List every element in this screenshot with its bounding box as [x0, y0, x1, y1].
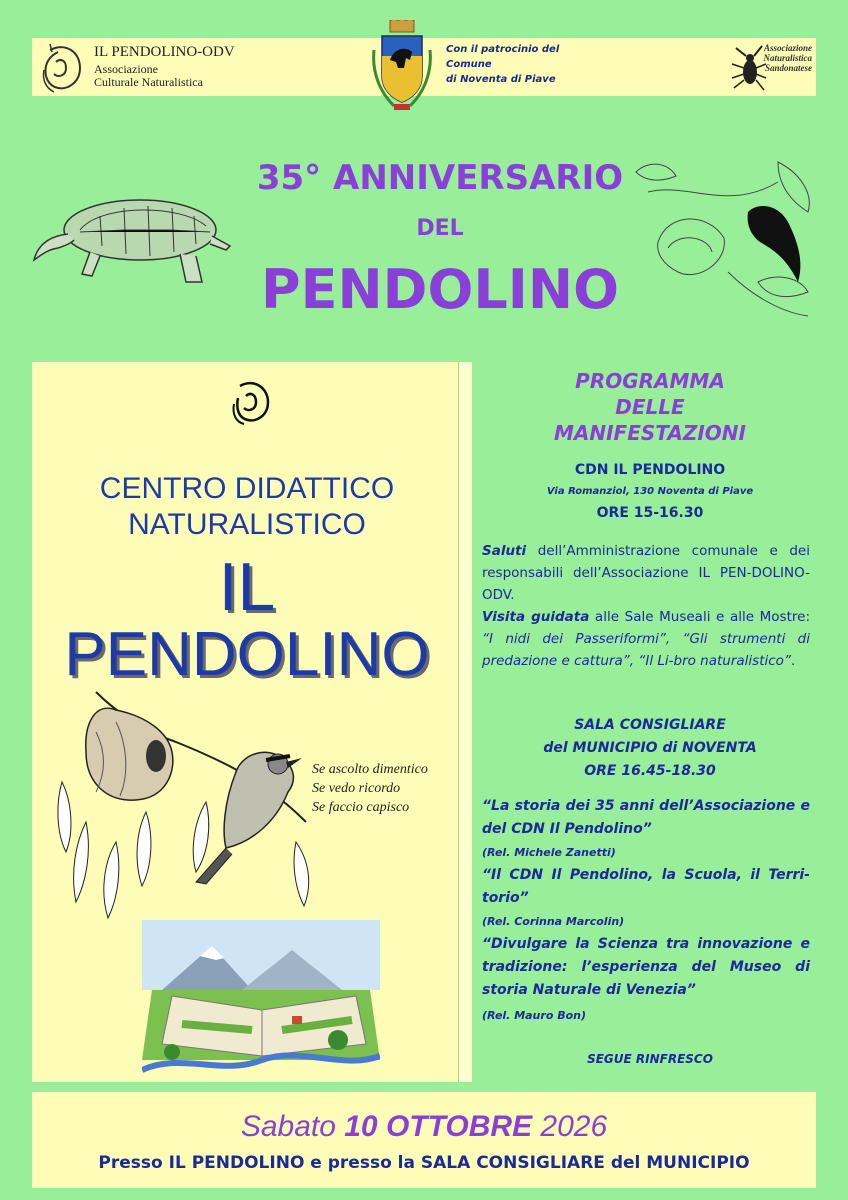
- right-org-name: [750, 43, 812, 73]
- venue2-line2: del MUNICIPIO di NOVENTA: [543, 740, 757, 756]
- greetings-bold: Saluti: [482, 543, 527, 559]
- right-org-l3: Sandonatese: [764, 63, 812, 73]
- left-org-subtitle: [94, 63, 203, 89]
- talk-1: [482, 795, 810, 864]
- poster-line3: IL: [218, 549, 276, 625]
- talk-1-title: “La storia dei 35 anni dell’Associazione e del CDN Il Pendolino”: [482, 798, 810, 837]
- venue1-name: CDN IL PENDOLINO: [574, 462, 726, 478]
- left-org-sub2: Culturale Naturalistica: [94, 75, 203, 89]
- event-day: Sabato: [240, 1110, 345, 1143]
- talk-2: [482, 864, 810, 933]
- event-year: 2026: [532, 1110, 608, 1143]
- greetings-paragraph: [482, 540, 810, 606]
- open-book-landscape: [142, 920, 380, 1080]
- program-heading-line3: MANIFESTAZIONI: [554, 421, 746, 445]
- pendolino-nest-logo: [36, 40, 90, 94]
- poster-line4: PENDOLINO: [64, 620, 430, 689]
- closing-refreshments: SEGUE RINFRESCO: [587, 1052, 713, 1066]
- talk-2-title: “Il CDN Il Pendolino, la Scuola, il Terri-torio”: [482, 867, 810, 906]
- venue2-line1: SALA CONSIGLIARE: [574, 717, 726, 733]
- turtle-illustration: [30, 186, 240, 290]
- poster-motto: [312, 760, 428, 817]
- right-org-l1: Associazione: [763, 43, 812, 53]
- talk-3-title: “Divulgare la Scienza tra innovazione e tradizione: l’esperienza del Museo di storia Naturale di Venezia”: [482, 936, 810, 998]
- municipal-crest-icon: [370, 20, 434, 114]
- poster-line1: CENTRO DIDATTICO: [99, 472, 395, 505]
- venue1-address: Via Romanziol, 130 Noventa di Piave: [546, 486, 754, 497]
- left-org-sub1: Associazione: [94, 62, 158, 76]
- title-anniversary: 35° ANNIVERSARIO: [256, 158, 624, 198]
- patronage-line2: Comune: [446, 59, 492, 70]
- patronage-line3: di Noventa di Piave: [446, 74, 556, 85]
- left-org-name: IL PENDOLINO-ODV: [94, 44, 235, 60]
- event-location: Presso IL PENDOLINO e presso la SALA CONSIGLIARE del MUNICIPIO: [98, 1153, 750, 1173]
- venue2-line3: ORE 16.45-18.30: [584, 763, 716, 779]
- nest-and-bird-drawing: [56, 672, 346, 922]
- talk-3: [482, 933, 810, 1027]
- title-pendolino: PENDOLINO: [261, 258, 619, 321]
- venue2-block: [490, 714, 810, 783]
- event-date: [32, 1110, 816, 1144]
- talk-1-speaker: (Rel. Michele Zanetti): [482, 846, 616, 859]
- poster-line2: NATURALISTICO: [128, 508, 366, 541]
- guided-tour-end: .: [790, 653, 796, 669]
- program-heading: [490, 368, 810, 446]
- guided-tour-paragraph: [482, 606, 810, 672]
- motto-line3: Se faccio capisco: [312, 800, 410, 815]
- poster-edge-strip: [458, 362, 472, 1082]
- program-heading-line2: DELLE: [615, 395, 685, 419]
- right-org-l2: Naturalistica: [763, 53, 812, 63]
- talk-3-speaker: (Rel. Mauro Bon): [482, 1009, 587, 1022]
- guided-tour-text: alle Sale Museali e alle Mostre:: [589, 609, 810, 625]
- guided-tour-exhibits: “I nidi dei Passeriformi”, “Gli strumenti di predazione e cattura”, “Il Li-bro naturalistico”: [482, 631, 810, 669]
- guided-tour-bold: Visita guidata: [482, 609, 590, 625]
- title-del: DEL: [416, 216, 464, 241]
- poster-nest-logo: [228, 376, 276, 426]
- patronage-line1: Con il patrocinio del: [446, 44, 560, 55]
- motto-line2: Se vedo ricordo: [312, 781, 401, 796]
- penduline-tit-sketch: [628, 152, 824, 320]
- greetings-text: dell’Amministrazione comunale e dei responsabili dell’Associazione IL PEN-DOLINO-ODV.: [482, 543, 810, 603]
- venue1-time: ORE 15-16.30: [596, 505, 704, 521]
- program-heading-line1: PROGRAMMA: [575, 369, 725, 393]
- talk-2-speaker: (Rel. Corinna Marcolin): [482, 915, 625, 928]
- event-date-bold: 10 OTTOBRE: [344, 1110, 533, 1143]
- motto-line1: Se ascolto dimentico: [312, 762, 428, 777]
- patronage-text: [446, 42, 559, 87]
